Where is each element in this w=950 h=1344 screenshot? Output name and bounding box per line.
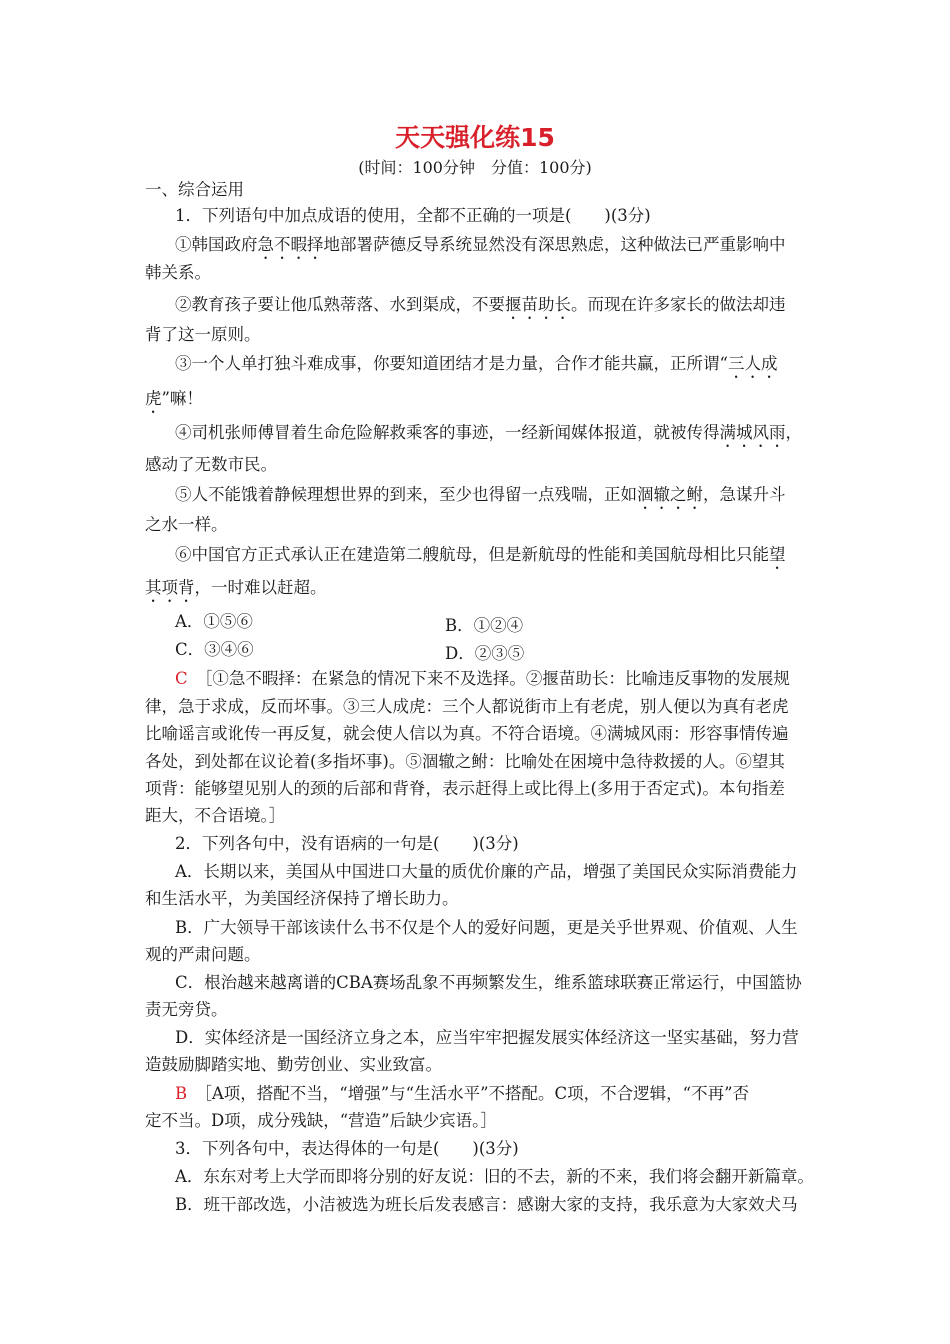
q1-sentence-5: ⑤人不能饿着静候理想世界的到来，至少也得留一点残喘，正如涸辙之鲋，急谋升斗: [175, 485, 786, 504]
page-subtitle: (时间：100分钟 分值：100分): [358, 158, 592, 177]
answer-letter: C: [175, 669, 188, 688]
q2-option-d-cont: 造鼓励脚踏实地、勤劳创业、实业致富。: [145, 1055, 442, 1074]
q2-option-c-cont: 责无旁贷。: [145, 1000, 228, 1019]
q1-option-c: C．③④⑥: [175, 640, 254, 659]
q1-explanation-line: 距大，不合语境。］: [145, 806, 286, 825]
q1-explanation-line: 各处，到处都在议论着(多指坏事)。⑤涸辙之鲋：比喻处在困境中急待救援的人。⑥望其: [145, 752, 785, 771]
q1-explanation: C ［①急不暇择：在紧急的情况下来不及选择。②揠苗助长：比喻违反事物的发展规: [175, 669, 790, 688]
q2-option-a-cont: 和生活水平，为美国经济保持了增长助力。: [145, 889, 459, 908]
q1-option-a: A．①⑤⑥: [175, 612, 253, 631]
question-3-stem: 3．下列各句中，表达得体的一句是( )(3分): [175, 1139, 519, 1158]
q1-sentence-3-cont: 虎”嘛！: [145, 389, 203, 408]
q2-option-b-cont: 观的严肃问题。: [145, 945, 261, 964]
answer-letter: B: [175, 1084, 188, 1103]
q2-explanation-line: 定不当。D项，成分残缺，“营造”后缺少宾语。］: [145, 1111, 497, 1130]
dotted-idiom: 三人成: [727, 354, 778, 373]
q2-option-d: D．实体经济是一国经济立身之本，应当牢牢把握发展实体经济这一坚实基础，努力营: [175, 1028, 799, 1047]
q1-sentence-6-cont: 其项背，一时难以赶超。: [145, 578, 327, 597]
page-title: 天天强化练15: [395, 123, 555, 152]
q1-sentence-4-cont: 感动了无数市民。: [145, 455, 277, 474]
dotted-idiom: 望: [769, 545, 786, 564]
q1-sentence-1-cont: 韩关系。: [145, 263, 211, 282]
q1-sentence-2: ②教育孩子要让他瓜熟蒂落、水到渠成，不要揠苗助长。而现在许多家长的做法却违: [175, 295, 786, 314]
q1-sentence-6: ⑥中国官方正式承认正在建造第二艘航母，但是新航母的性能和美国航母相比只能望: [175, 545, 786, 564]
q1-explanation-line: 律，急于求成，反而坏事。③三人成虎：三个人都说街市上有老虎，别人便以为真有老虎: [145, 697, 789, 716]
q1-explanation-line: 项背：能够望见别人的颈的后部和背脊，表示赶得上或比得上(多用于否定式)。本句指差: [145, 779, 785, 798]
q2-option-b: B．广大领导干部该读什么书不仅是个人的爱好问题，更是关乎世界观、价值观、人生: [175, 918, 798, 937]
q2-option-c: C．根治越来越离谱的CBA赛场乱象不再频繁发生，维系篮球联赛正常运行，中国篮协: [175, 973, 802, 992]
dotted-idiom: 揠苗助长: [505, 295, 571, 314]
dotted-idiom: 涸辙之鲋: [637, 485, 703, 504]
q1-sentence-2-cont: 背了这一原则。: [145, 325, 261, 344]
question-2-stem: 2．下列各句中，没有语病的一句是( )(3分): [175, 834, 519, 853]
dotted-idiom: 急不暇择: [257, 235, 324, 254]
q2-option-a: A．长期以来，美国从中国进口大量的质优价廉的产品，增强了美国民众实际消费能力: [175, 862, 798, 881]
q1-sentence-4: ④司机张师傅冒着生命危险解救乘客的事迹，一经新闻媒体报道，就被传得满城风雨，: [175, 423, 802, 442]
q1-sentence-5-cont: 之水一样。: [145, 515, 228, 534]
q1-option-b: B．①②④: [445, 616, 524, 635]
q1-sentence-1: ①韩国政府急不暇择地部署萨德反导系统显然没有深思熟虑，这种做法已严重影响中: [175, 235, 786, 254]
q3-option-a: A．东东对考上大学而即将分别的好友说：旧的不去，新的不来，我们将会翻开新篇章。: [175, 1167, 814, 1186]
q2-explanation: B ［A项，搭配不当，“增强”与“生活水平”不搭配。C项，不合逻辑，“不再”否: [175, 1084, 750, 1103]
q1-sentence-3: ③一个人单打独斗难成事，你要知道团结才是力量，合作才能共赢，正所谓“三人成: [175, 354, 778, 373]
q3-option-b: B．班干部改选，小洁被选为班长后发表感言：感谢大家的支持，我乐意为大家效犬马: [175, 1195, 798, 1214]
q1-explanation-line: 比喻谣言或讹传一再反复，就会使人信以为真。不符合语境。④满城风雨：形容事情传遍: [145, 724, 789, 743]
section-heading: 一、综合运用: [145, 180, 244, 199]
q1-option-d: D．②③⑤: [445, 644, 525, 663]
question-1-stem: 1．下列语句中加点成语的使用，全都不正确的一项是( )(3分): [175, 206, 651, 225]
dotted-idiom: 虎: [145, 389, 162, 408]
dotted-idiom: 其项背: [145, 578, 195, 597]
dotted-idiom: 满城风雨: [719, 423, 786, 442]
